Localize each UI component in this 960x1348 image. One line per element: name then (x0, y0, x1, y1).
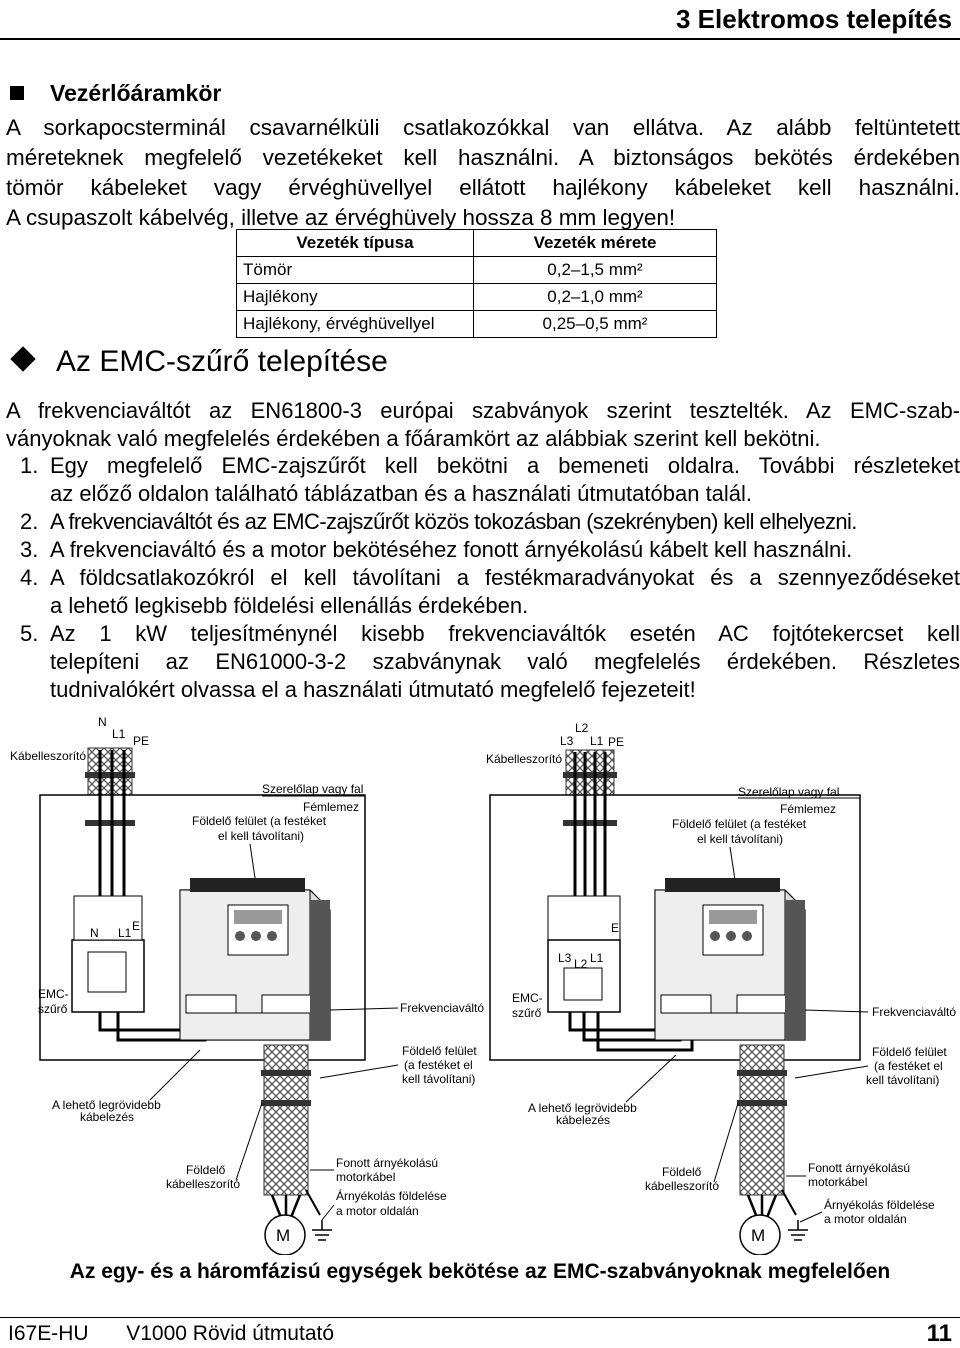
label-l1: L1 (590, 734, 604, 748)
frequency-inverter (655, 878, 805, 1040)
filter-label-l3: L3 (558, 951, 572, 965)
shielded-cable-label-1: Fonott árnyékolású (336, 1156, 439, 1170)
table-row (237, 257, 717, 284)
emc-filter-label-1: EMC- (38, 987, 69, 1001)
page-number: 11 (926, 1320, 952, 1347)
ground-b-label-2: (a festéket el (874, 1059, 943, 1073)
shortest-wiring-label-2: kábelezés (556, 1113, 611, 1127)
ground-clamp-label-2: kábelleszorító (645, 1179, 720, 1193)
cable-clamp-label: Kábelleszorító (10, 749, 87, 763)
paragraph-line: A sorkapocsterminál csavarnélküli csatlakozókkal van ellátva. Az alább feltüntetett (6, 115, 960, 140)
ground-surface-label-1: Földelő felület (a festéket (192, 814, 327, 828)
ground-icon (788, 1220, 808, 1240)
list-item-line: az előző oldalon található táblázatban és a használati útmutatóban talál. (50, 481, 753, 506)
table-header-row (237, 230, 717, 257)
list-item (6, 536, 960, 564)
square-bullet-icon (10, 86, 24, 100)
table-row (237, 284, 717, 311)
ground-surface-label-1: Földelő felület (a festéket (672, 817, 807, 831)
emc-filter-label-2: szűrő (512, 1006, 542, 1020)
single-phase-wiring-diagram (10, 715, 484, 1255)
inverter-label: Frekvenciaváltó (400, 1001, 485, 1015)
ground-b-label-2: (a festéket el (404, 1058, 473, 1072)
list-item-line: Egy megfelelő EMC-zajszűrőt kell bekötni a bemeneti oldalra. További részleteket (50, 453, 960, 478)
shield-ground-label-1: Árnyékolás földelése (824, 1198, 935, 1212)
control-circuit-heading-text: Vezérlőáramkör (50, 80, 222, 106)
label-l2: L2 (575, 721, 589, 735)
inverter-label: Frekvenciaváltó (872, 1005, 957, 1019)
shielded-cable-label-2: motorkábel (808, 1175, 868, 1189)
list-item-line: Az 1 kW teljesítménynél kisebb frekvenciaváltók esetén AC fojtótekercset kell (50, 621, 960, 646)
shielded-motor-cable (740, 1045, 784, 1195)
list-item-line: A frekvenciaváltó és a motor bekötéséhez fonott árnyékolású kábelt kell használni. (50, 537, 853, 562)
list-item (6, 620, 960, 704)
list-item-line: tudnivalókért olvassa el a használati útmutató megfelelő fejezeteit! (50, 677, 696, 702)
figure-caption: Az egy- és a háromfázisú egységek bekötése az EMC-szabványoknak megfelelően (69, 1260, 891, 1283)
ground-b-label-3: kell távolítani) (402, 1072, 476, 1086)
ground-icon (312, 1220, 332, 1240)
shield-ground-label-2: a motor oldalán (824, 1212, 907, 1226)
emc-requirements-list (6, 452, 960, 704)
sheet-metal-label: Fémlemez (303, 800, 360, 814)
ground-clamp-label-2: kábelleszorító (166, 1177, 241, 1191)
table-cell-type: Hajlékony (237, 284, 474, 311)
paragraph-line: ványoknak való megfelelés érdekében a főáramkört az alábbiak szerint kell bekötni. (6, 426, 821, 451)
motor-label: M (751, 1226, 766, 1245)
footer-doc-info (8, 1322, 334, 1346)
shielded-motor-cable (264, 1045, 308, 1195)
list-item-line: A földcsatlakozókról el kell távolítani a festékmaradványokat és a szennyeződéseket (50, 565, 960, 590)
shortest-wiring-label-1: A lehető legrövidebb (52, 1098, 161, 1112)
table-row (237, 311, 717, 338)
ground-surface-label-2: el kell távolítani) (218, 829, 305, 843)
label-l3: L3 (560, 734, 574, 748)
filter-label-l2: L2 (574, 957, 588, 971)
table-cell-size: 0,2–1,0 mm² (474, 284, 717, 311)
cable-clamp-band (563, 820, 617, 826)
paragraph-line: A csupaszolt kábelvég, illetve az érvéghüvely hossza 8 mm legyen! (6, 205, 676, 230)
shortest-wiring-label-1: A lehető legrövidebb (528, 1101, 637, 1115)
motor-label: M (276, 1226, 291, 1245)
header-rule (0, 38, 960, 40)
cable-clamp-label: Kábelleszorító (486, 752, 563, 766)
page-header-title: 3 Elektromos telepítés (676, 4, 952, 34)
label-pe: PE (133, 734, 150, 748)
label-pe: PE (608, 735, 625, 749)
footer-rule (0, 1317, 960, 1318)
control-circuit-heading (10, 80, 221, 107)
list-item-number: 4. (20, 565, 39, 590)
filter-label-l1: L1 (590, 951, 604, 965)
list-item-line: a lehető legkisebb földelési ellenállás érdekében. (50, 593, 529, 618)
control-circuit-paragraph (6, 113, 960, 233)
three-phase-wiring-diagram (486, 721, 956, 1255)
ground-b-label-1: Földelő felület (402, 1044, 477, 1058)
table-header-wire-size: Vezeték mérete (474, 230, 717, 257)
shield-ground-label-2: a motor oldalán (336, 1204, 419, 1218)
cable-clamp-band (563, 772, 617, 778)
emc-heading-text: Az EMC-szűrő telepítése (56, 345, 388, 378)
emc-filter-label-2: szűrő (38, 1002, 68, 1016)
table-header-wire-type: Vezeték típusa (237, 230, 474, 257)
paragraph-line: méreteknek megfelelő vezetékeket kell használni. A biztonságos bekötés érdekében (6, 145, 960, 170)
filter-label-e: E (132, 919, 141, 933)
list-item-number: 3. (20, 537, 39, 562)
shield-ground-label-1: Árnyékolás földelése (336, 1189, 447, 1203)
table-cell-size: 0,2–1,5 mm² (474, 257, 717, 284)
mounting-plate-label: Szerelőlap vagy fal (262, 782, 364, 796)
table-cell-type: Hajlékony, érvéghüvellyel (237, 311, 474, 338)
ground-clamp-label-1: Földelő (662, 1165, 702, 1179)
label-l1: L1 (112, 727, 126, 741)
emc-heading (10, 345, 388, 379)
ground-b-label-1: Földelő felület (872, 1045, 947, 1059)
list-item-line: telepíteni az EN61000-3-2 szabványnak való megfelelés érdekében. Részletes (50, 649, 960, 674)
footer-doc-id: I67E-HU (8, 1322, 89, 1345)
filter-label-n: N (90, 926, 99, 940)
list-item (6, 508, 960, 536)
frequency-inverter (180, 878, 330, 1040)
emc-wiring-diagrams (0, 700, 960, 1255)
ground-clamp-label-1: Földelő (186, 1163, 226, 1177)
ground-b-label-3: kell távolítani) (866, 1073, 940, 1087)
shielded-cable-label-1: Fonott árnyékolású (808, 1161, 911, 1175)
sheet-metal-label: Fémlemez (780, 802, 837, 816)
shortest-wiring-label-2: kábelezés (80, 1110, 135, 1124)
list-item (6, 452, 960, 508)
table-cell-type: Tömör (237, 257, 474, 284)
ground-surface-label-2: el kell távolítani) (697, 832, 784, 846)
list-item-number: 2. (20, 509, 39, 534)
filter-label-e: E (611, 921, 620, 935)
footer-doc-title: V1000 Rövid útmutató (126, 1322, 335, 1345)
filter-label-l1: L1 (118, 926, 132, 940)
emc-filter-label-1: EMC- (512, 991, 543, 1005)
list-item (6, 564, 960, 620)
diamond-bullet-icon (10, 346, 35, 371)
wire-size-table (236, 229, 717, 338)
list-item-number: 5. (20, 621, 39, 646)
list-item-number: 1. (20, 453, 39, 478)
list-item-line: A frekvenciaváltót és az EMC-zajszűrőt közös tokozásban (szekrényben) kell elhelyezni. (50, 509, 857, 534)
table-cell-size: 0,25–0,5 mm² (474, 311, 717, 338)
paragraph-line: A frekvenciaváltót az EN61800-3 európai szabványok szerint tesztelték. Az EMC-szab- (6, 398, 960, 423)
shielded-cable-label-2: motorkábel (336, 1170, 396, 1184)
paragraph-line: tömör kábeleket vagy érvéghüvellyel ellátott hajlékony kábeleket kell használni. (6, 175, 960, 200)
label-n: N (98, 715, 107, 729)
emc-intro-paragraph (6, 397, 960, 453)
mounting-plate-label: Szerelőlap vagy fal (738, 785, 840, 799)
